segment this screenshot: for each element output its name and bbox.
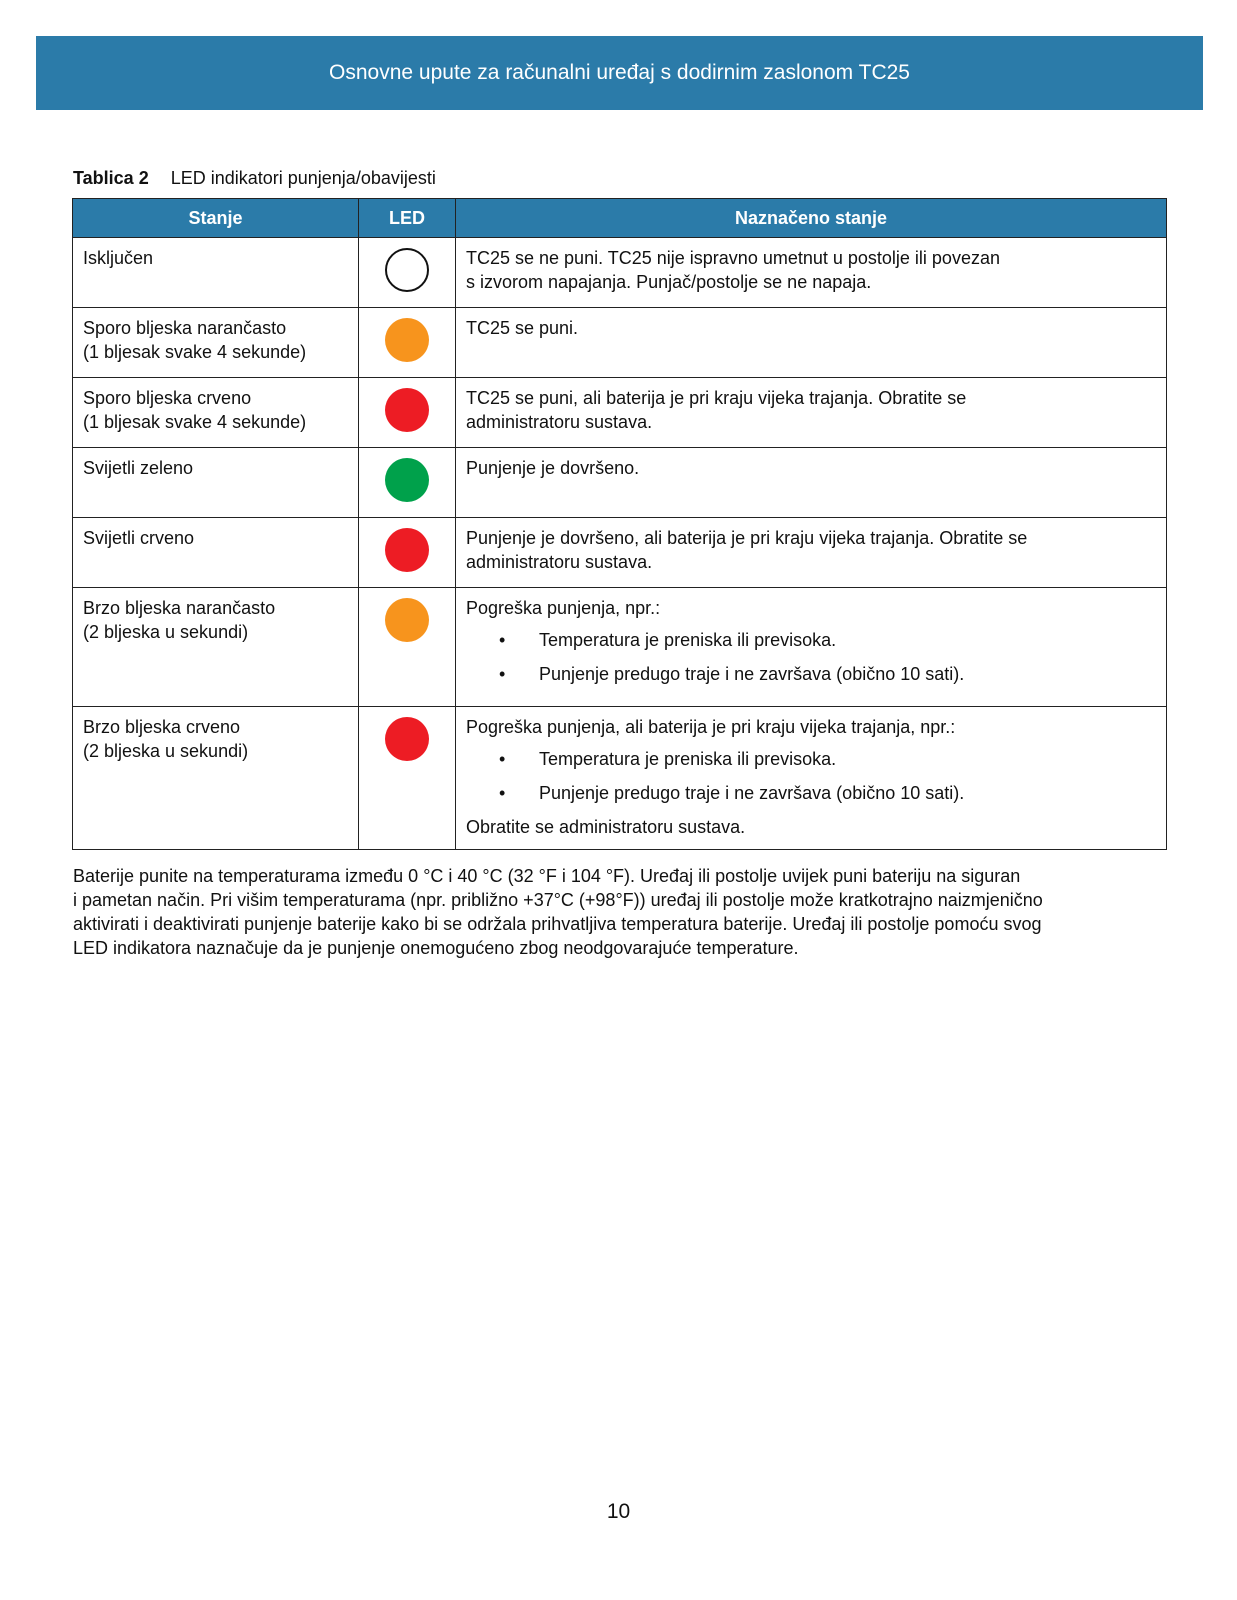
table-caption (73, 168, 436, 189)
description-outro: Obratite se administratoru sustava. (466, 817, 746, 837)
state-text: Sporo bljeska crveno (83, 388, 252, 408)
led-indicator-table (72, 198, 1167, 850)
column-header-led: LED (359, 199, 456, 238)
description-cell (456, 588, 1167, 707)
state-text: Isključen (83, 248, 154, 268)
state-text: (1 bljesak svake 4 sekunde) (83, 342, 307, 362)
led-amber-icon (385, 318, 429, 362)
led-green-icon (385, 458, 429, 502)
state-text: (2 bljeska u sekundi) (83, 741, 249, 761)
description-cell (456, 707, 1167, 850)
bullet-item: • Temperatura je preniska ili previsoka. (466, 628, 1156, 652)
description-text: TC25 se puni. (466, 318, 579, 338)
led-red-icon (385, 528, 429, 572)
table-row (73, 588, 1167, 707)
state-cell (73, 588, 359, 707)
table-caption-text: LED indikatori punjenja/obavijesti (170, 168, 436, 188)
table-header-row (73, 199, 1167, 238)
state-text: Svijetli zeleno (83, 458, 194, 478)
table-row (73, 518, 1167, 588)
description-intro: Pogreška punjenja, ali baterija je pri kraju vijeka trajanja, npr.: (466, 717, 956, 737)
description-text: administratoru sustava. (466, 412, 653, 432)
description-text: Punjenje je dovršeno, ali baterija je pri kraju vijeka trajanja. Obratite se (466, 528, 1028, 548)
state-text: Svijetli crveno (83, 528, 195, 548)
state-text: (2 bljeska u sekundi) (83, 622, 249, 642)
led-cell (359, 707, 456, 850)
state-text: Sporo bljeska narančasto (83, 318, 287, 338)
led-cell (359, 588, 456, 707)
bullet-list (466, 747, 1156, 805)
state-cell (73, 707, 359, 850)
bullet-list (466, 628, 1156, 686)
led-cell (359, 518, 456, 588)
description-cell (456, 378, 1167, 448)
note-line: LED indikatora naznačuje da je punjenje onemogućeno zbog neodgovarajuće temperature. (73, 938, 799, 958)
table-row (73, 707, 1167, 850)
state-cell (73, 238, 359, 308)
led-red-icon (385, 388, 429, 432)
description-cell (456, 238, 1167, 308)
bullet-item: • Punjenje predugo traje i ne završava (obično 10 sati). (466, 781, 1156, 805)
led-cell (359, 378, 456, 448)
state-cell (73, 518, 359, 588)
bullet-item: • Temperatura je preniska ili previsoka. (466, 747, 1156, 771)
description-cell (456, 308, 1167, 378)
description-text: s izvorom napajanja. Punjač/postolje se ne napaja. (466, 272, 872, 292)
table-row (73, 448, 1167, 518)
state-cell (73, 308, 359, 378)
description-text: Punjenje je dovršeno. (466, 458, 640, 478)
note-line: Baterije punite na temperaturama između 0 °C i 40 °C (32 °F i 104 °F). Uređaj ili postolje uvijek puni bateriju na siguran (73, 866, 1021, 886)
table-number: Tablica 2 (73, 168, 149, 188)
bullet-item: • Punjenje predugo traje i ne završava (obično 10 sati). (466, 662, 1156, 686)
note-line: aktivirati i deaktivirati punjenje baterije kako bi se održala prihvatljiva temperatura baterije. Uređaj ili postolje pomoću svog (73, 914, 1042, 934)
state-text: (1 bljesak svake 4 sekunde) (83, 412, 307, 432)
description-cell (456, 518, 1167, 588)
column-header-state: Stanje (73, 199, 359, 238)
led-cell (359, 238, 456, 308)
state-cell (73, 378, 359, 448)
state-cell (73, 448, 359, 518)
note-line: i pametan način. Pri višim temperaturama (npr. približno +37°C (+98°F)) uređaj ili postolje može kratkotrajno naizmjenično (73, 890, 1043, 910)
led-off-icon (385, 248, 429, 292)
description-text: administratoru sustava. (466, 552, 653, 572)
led-cell (359, 448, 456, 518)
document-header-banner (36, 36, 1203, 110)
led-red-icon (385, 717, 429, 761)
state-text: Brzo bljeska narančasto (83, 598, 276, 618)
led-cell (359, 308, 456, 378)
state-text: Brzo bljeska crveno (83, 717, 241, 737)
table-row (73, 308, 1167, 378)
table-row (73, 378, 1167, 448)
led-amber-icon (385, 598, 429, 642)
table-row (73, 238, 1167, 308)
description-intro: Pogreška punjenja, npr.: (466, 598, 661, 618)
description-text: TC25 se puni, ali baterija je pri kraju vijeka trajanja. Obratite se (466, 388, 967, 408)
page-number: 10 (606, 1500, 631, 1523)
column-header-description: Naznačeno stanje (456, 199, 1167, 238)
description-text: TC25 se ne puni. TC25 nije ispravno umetnut u postolje ili povezan (466, 248, 1000, 268)
description-cell (456, 448, 1167, 518)
document-title: Osnovne upute za računalni uređaj s dodirnim zaslonom TC25 (329, 61, 910, 84)
charging-temperature-note (73, 864, 1173, 960)
